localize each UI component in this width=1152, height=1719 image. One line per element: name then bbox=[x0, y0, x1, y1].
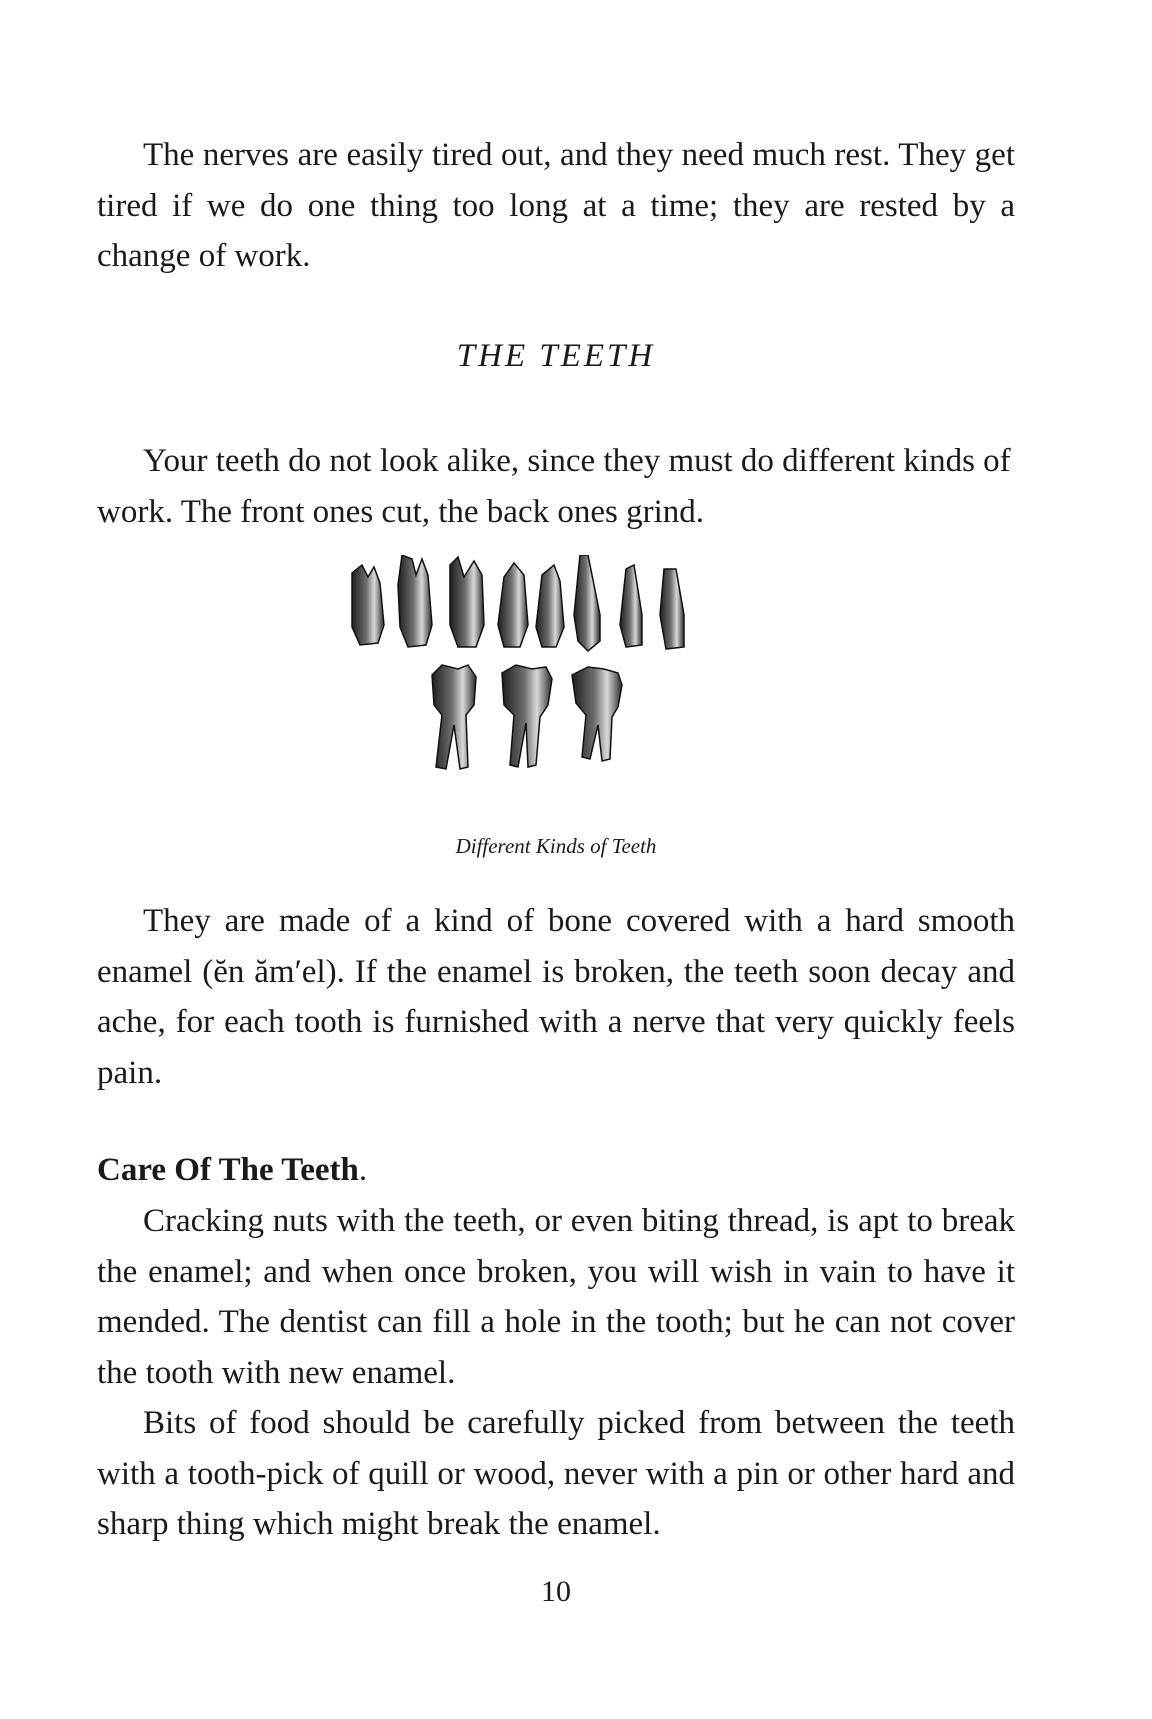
teeth-illustration bbox=[342, 555, 748, 865]
tooth-canine bbox=[574, 555, 600, 651]
page-number: 10 bbox=[541, 1575, 571, 1608]
tooth-molar-1 bbox=[352, 565, 384, 645]
tooth-molar-2 bbox=[398, 555, 432, 647]
upper-row-teeth bbox=[352, 555, 684, 651]
figure-caption: Different Kinds of Teeth bbox=[455, 834, 657, 858]
section-title: THE TEETH bbox=[456, 338, 656, 374]
paragraph-teeth-made-of: They are made of a kind of bone covered with a hard smooth enamel (ĕn ăm′el). If the enamel is broken, the teeth soon decay and ache, for each tooth is furnished with a nerve that very quickly feels pain. bbox=[97, 903, 1015, 1091]
tooth-lower-molar-2 bbox=[502, 665, 552, 767]
paragraph-bits-of-food: Bits of food should be carefully picked from between the teeth with a tooth-pick of quill or wood, never with a pin or other hard and sharp thing which might break the enamel. bbox=[97, 1405, 1015, 1542]
paragraph-cracking-nuts: Cracking nuts with the teeth, or even biting thread, is apt to break the enamel; and when once broken, you will wish in vain to have it mended. The dentist can fill a hole in the tooth; but he can not cover the tooth with new enamel. bbox=[97, 1203, 1015, 1391]
lower-row-teeth bbox=[432, 665, 622, 769]
tooth-lower-molar-1 bbox=[432, 665, 476, 769]
tooth-premolar-1 bbox=[498, 563, 528, 647]
paragraph-nerves: The nerves are easily tired out, and they need much rest. They get tired if we do one thing too long at a time; they are rested by a change of work. bbox=[97, 137, 1015, 274]
subheading-period: . bbox=[358, 1152, 368, 1188]
teeth-drawing bbox=[342, 555, 748, 835]
tooth-incisor-2 bbox=[660, 569, 684, 649]
tooth-lower-molar-3 bbox=[572, 667, 622, 761]
subheading-line bbox=[97, 1145, 1015, 1196]
subheading-care-of-teeth: Care Of The Teeth bbox=[97, 1152, 359, 1188]
paragraph-teeth-intro: Your teeth do not look alike, since they must do different kinds of work. The front ones cut, the back ones grind. bbox=[97, 443, 1011, 530]
tooth-incisor-1 bbox=[620, 565, 642, 647]
book-page bbox=[97, 0, 1015, 1719]
tooth-premolar-2 bbox=[536, 565, 564, 647]
tooth-molar-3 bbox=[450, 557, 484, 647]
